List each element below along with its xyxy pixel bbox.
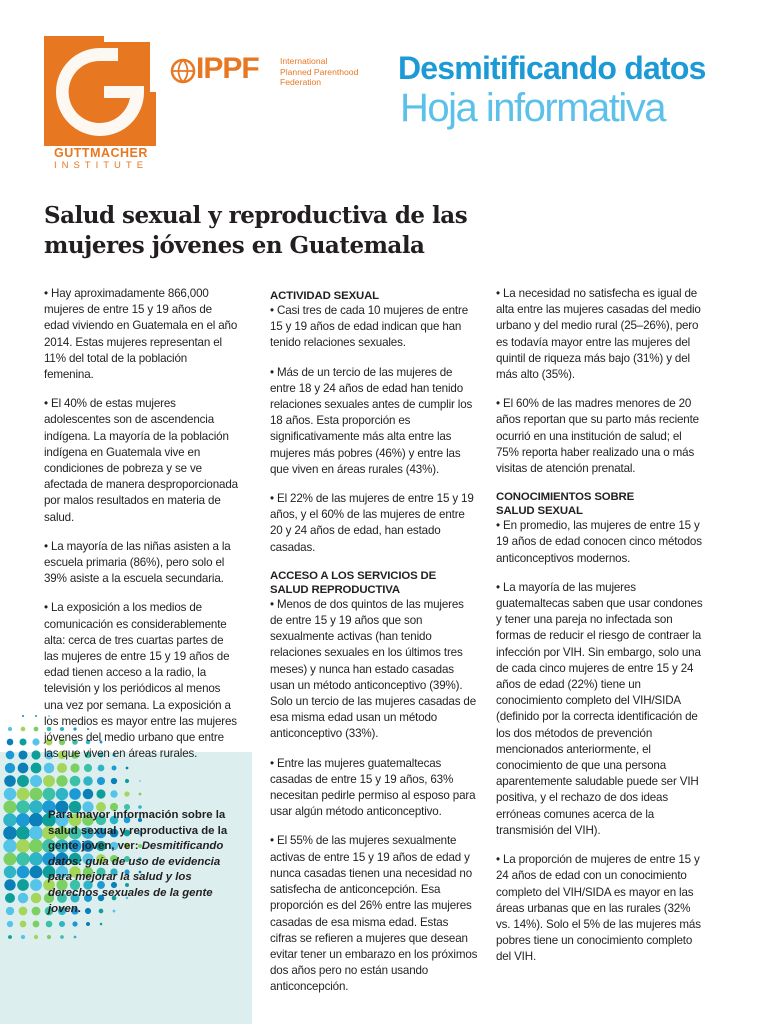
decorative-dot [32,738,39,745]
bullet-paragraph: • Más de un tercio de las mujeres de entre 18 y 24 años de edad han tenido relaciones sexuales antes de cumplir los 18 años. Esta proporción es significativamente más alta entre las mujeres más pobres (46%) y entre las que viven en áreas rurales (43%). [270,365,473,476]
bullet-paragraph: • Casi tres de cada 10 mujeres de entre 15 y 19 años de edad indican que han tenido relaciones sexuales. [270,304,468,350]
decorative-dot [30,788,43,801]
decorative-dot [72,921,77,926]
series-subtitle: Hoja informativa [400,86,666,130]
decorative-dot [29,800,43,814]
decorative-dot [56,775,67,786]
decorative-dot [3,800,16,813]
decorative-dot [46,921,53,928]
bullet-paragraph: • La proporción de mujeres de entre 15 y 24 años de edad con un conocimiento completo del VIH/SIDA es mayor en las áreas urbanas que en las rurales (32% vs. 14%). Solo el 5% de las mujeres más pobres tiene un conocimiento completo del VIH. [496,853,701,964]
publication-title: Desmitificando datos: guía de uso de evidencia para mejorar la salud y los derechos sexuales de la gente joven [48,840,224,915]
decorative-dot [7,921,13,927]
decorative-dot [139,793,142,796]
decorative-dot [35,715,37,717]
decorative-dot [4,866,16,878]
bullet-paragraph: • Hay aproximadamente 866,000 mujeres de entre 15 y 19 años de edad viviendo en Guatemala en el año 2014. Estas mujeres representan el 11% del total de la población femenina. [44,287,238,382]
bullet-paragraph: • Entre las mujeres guatemaltecas casadas de entre 15 y 19 años, 63% necesitan pedirle permiso al esposo para usar algún método anticonceptivo. [270,756,476,819]
decorative-dot [17,775,29,787]
decorative-dot [30,866,43,879]
decorative-dot [4,775,16,787]
decorative-dot [6,751,15,760]
decorative-dot [34,727,39,732]
decorative-dot [56,788,68,800]
decorative-dot [33,921,40,928]
guttmacher-name: GUTTMACHER [54,146,148,160]
decorative-dot [3,839,16,852]
decorative-dot [16,813,30,827]
decorative-dot [30,775,42,787]
decorative-dot [18,763,29,774]
series-title: Desmitificando datos [398,50,706,86]
bullet-paragraph: • La exposición a los medios de comunicación es considerablemente alta: cerca de tres cuartas partes de las mujeres de entre 15 y 19 años de edad tienen acceso a la radio, la televisión y los periódicos al menos una vez por semana. La exposición a los medios es mayor entre las mujeres jóvenes del medio urbano que entre las que viven en áreas rurales. [44,601,237,761]
info-box-text: Para mayor información sobre la salud sexual y reproductiva de la gente joven, ver: Desmitificando datos: guía de uso de evidencia para mejorar la salud y los derechos sexuales de la gente joven. [48,809,228,915]
decorative-dot [124,791,129,796]
decorative-dot [86,922,90,926]
decorative-dot [17,866,30,879]
decorative-dot [5,763,15,773]
decorative-dot [74,936,77,939]
decorative-dot [30,879,42,891]
decorative-dot [111,778,117,784]
decorative-dot [18,893,28,903]
decorative-dot [31,893,42,904]
bullet-paragraph: • La mayoría de las niñas asisten a la escuela primaria (86%), pero solo el 39% asiste a la escuela secundaria. [44,539,231,586]
decorative-dot [20,921,27,928]
decorative-dot [29,852,43,866]
decorative-dot [69,788,81,800]
section-heading: ACCESO A LOS SERVICIOS DE SALUD REPRODUCTIVA [270,569,437,596]
decorative-dot [18,750,27,759]
decorative-dot [17,879,29,891]
bullet-paragraph: • Menos de dos quintos de las mujeres de entre 15 y 19 años que son sexualmente activas (han tenido relaciones sexuales en los últimos tres meses) y nunca han estado casadas usan un método anticonceptivo (39%). Solo un tercio de las mujeres casadas de esa misma edad usan un método anticonceptivo (33%). [270,597,477,741]
decorative-dot [70,776,81,787]
decorative-dot [21,727,26,732]
decorative-dot [83,776,93,786]
bullet-paragraph: • El 60% de las madres menores de 20 años reportan que su parto más reciente ocurrió en una institución de salud; el 75% reporta haber realizado una o más visitas de atención prenatal. [496,397,699,476]
ippf-full-name: International Planned Parenthood Federation [280,56,359,87]
ippf-name: IPPF [196,52,259,85]
decorative-dot [29,813,43,827]
decorative-dot [7,739,14,746]
column-1 [44,286,238,775]
decorative-dot [32,907,41,916]
decorative-dot [3,852,16,865]
ippf-globe-icon [170,54,198,90]
page-title: Salud sexual y reproductiva de las mujeres jóvenes en Guatemala [44,202,468,259]
guttmacher-logo [44,36,156,146]
bullet-paragraph: • La mayoría de las mujeres guatemaltecas saben que usar condones y tener una pareja no infectada son formas de reducir el riesgo de contraer la infección por VIH. Sin embargo, solo una de cada cinco mujeres de entre 15 y 24 años de edad (22%) tiene un conocimiento completo del VIH/SIDA (definido por la correcta identificación de los dos métodos de prevención mencionados anteriormente, el conocimiento de que una persona aparentemente saludable puede ser VIH positiva, y el rechazo de dos ideas erróneas comunes acerca de la transmisión del VIH). [496,580,703,837]
decorative-dot [34,935,38,939]
decorative-dot [97,777,105,785]
decorative-dot [22,715,24,717]
decorative-dot [139,780,141,782]
decorative-dot [83,789,94,800]
bullet-paragraph: • La necesidad no satisfecha es igual de alta entre las mujeres casadas del medio urbano y del medio rural (25–26%), pero es todavía mayor entre las mujeres del quintil de riqueza más bajo (31%) y del más alto (35%). [496,287,701,382]
decorative-dot [59,921,65,927]
decorative-dot [31,763,42,774]
decorative-dot [19,738,26,745]
column-3 [496,286,704,979]
guttmacher-sub: INSTITUTE [53,160,149,171]
bullet-paragraph: • El 55% de las mujeres sexualmente activas de entre 15 y 19 años de edad y nunca casadas tienen una necesidad no satisfecha de anticoncepción. Esa proporción es del 26% entre las mujeres casadas de esa misma edad. Estas cifras se refieren a mujeres que desean evitar tener un embarazo en los próximos dos años pero no están usando anticoncepción. [270,834,478,994]
decorative-dot [125,779,129,783]
decorative-dot [16,826,30,840]
bullet-paragraph: • El 40% de estas mujeres adolescentes son de ascendencia indígena. La mayoría de la población indígena en Guatemala vive en condiciones de pobreza y se ve afectada de manera desproporcionada por malos resultados en materia de salud. [44,397,238,524]
decorative-dot [16,852,29,865]
bullet-paragraph: • En promedio, las mujeres de entre 15 y 19 años de edad conocen cinco métodos anticonceptivos modernos. [496,519,702,565]
guttmacher-g-icon [44,36,156,146]
decorative-dot [31,750,40,759]
decorative-dot [100,923,103,926]
decorative-dot [29,826,43,840]
decorative-dot [3,813,17,827]
bullet-paragraph: • El 22% de las mujeres de entre 15 y 19 años, y el 60% de las mujeres de entre 20 y 24 años de edad, han estado casadas. [270,492,474,554]
decorative-dot [8,727,12,731]
decorative-dot [4,788,17,801]
decorative-dot [43,775,55,787]
section-heading: ACTIVIDAD SEXUAL [270,290,379,302]
decorative-dot [16,839,30,853]
decorative-dot [3,826,17,840]
decorative-dot [43,788,56,801]
decorative-dot [19,907,28,916]
decorative-dot [17,788,30,801]
decorative-dot [47,935,51,939]
decorative-dot [21,935,25,939]
decorative-dot [29,839,43,853]
decorative-dot [110,790,117,797]
decorative-dot [96,789,105,798]
section-heading: CONOCIMIENTOS SOBRE SALUD SEXUAL [496,491,635,518]
column-2 [270,289,478,1009]
decorative-dot [8,935,12,939]
decorative-dot [60,935,64,939]
decorative-dot [6,907,14,915]
decorative-dot [5,893,15,903]
decorative-dot [16,800,30,814]
decorative-dot [4,879,15,890]
